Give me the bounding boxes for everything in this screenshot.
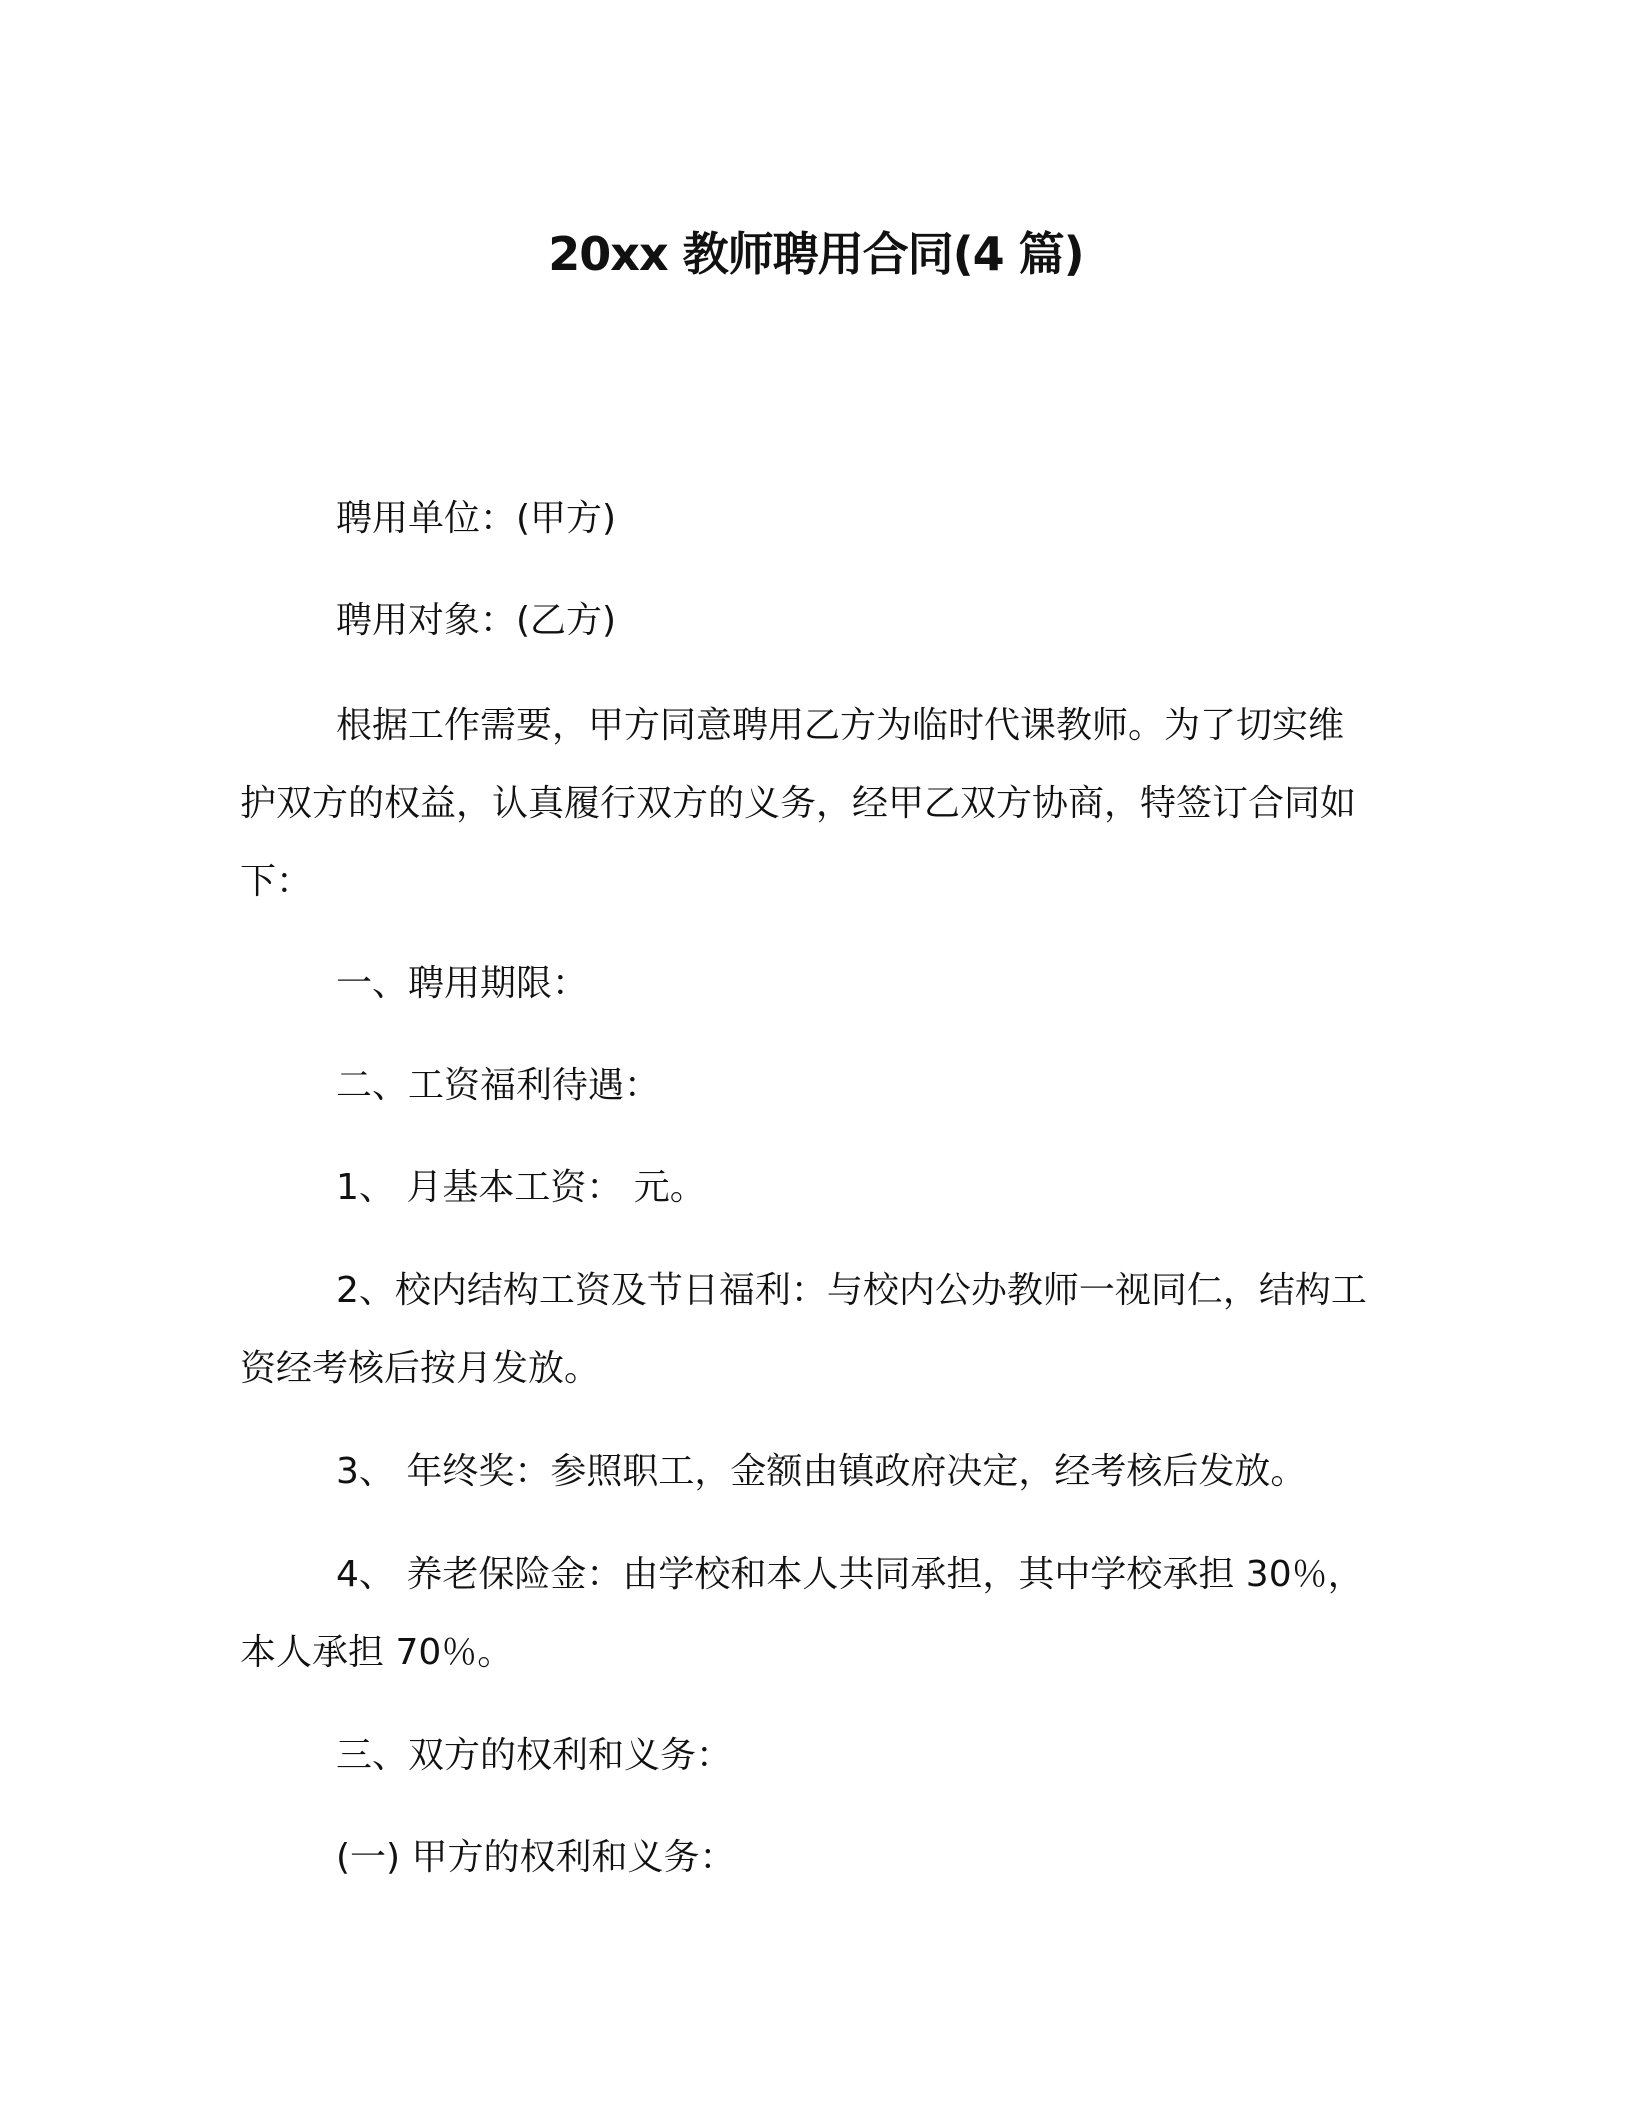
- paragraph-item-3: 3、 年终奖：参照职工，金额由镇政府决定，经考核后发放。: [336, 1451, 1307, 1492]
- paragraph-employee: 聘用对象：(乙方): [336, 600, 617, 641]
- paragraph-section-1: 一、聘用期限：: [336, 963, 589, 1004]
- paragraph-section-3: 三、双方的权利和义务：: [336, 1735, 733, 1776]
- paragraph-item-2: 2、校内结构工资及节日福利：与校内公办教师一视同仁，结构工资经考核后按月发放。: [240, 1270, 1367, 1389]
- paragraph-item-1: 1、 月基本工资： 元。: [336, 1167, 706, 1208]
- paragraph-section-2: 二、工资福利待遇：: [336, 1065, 661, 1106]
- paragraph-employer: 聘用单位：(甲方): [336, 498, 617, 539]
- paragraph-intro: 根据工作需要，甲方同意聘用乙方为临时代课教师。为了切实维护双方的权益，认真履行双方的义务，经甲乙双方协商，特签订合同如下：: [240, 705, 1357, 902]
- document-title: 20xx 教师聘用合同(4 篇): [548, 227, 1084, 281]
- paragraph-item-4: 4、 养老保险金：由学校和本人共同承担，其中学校承担 30％，本人承担 70％。: [240, 1554, 1364, 1673]
- paragraph-subsection-1: (一) 甲方的权利和义务：: [336, 1837, 736, 1878]
